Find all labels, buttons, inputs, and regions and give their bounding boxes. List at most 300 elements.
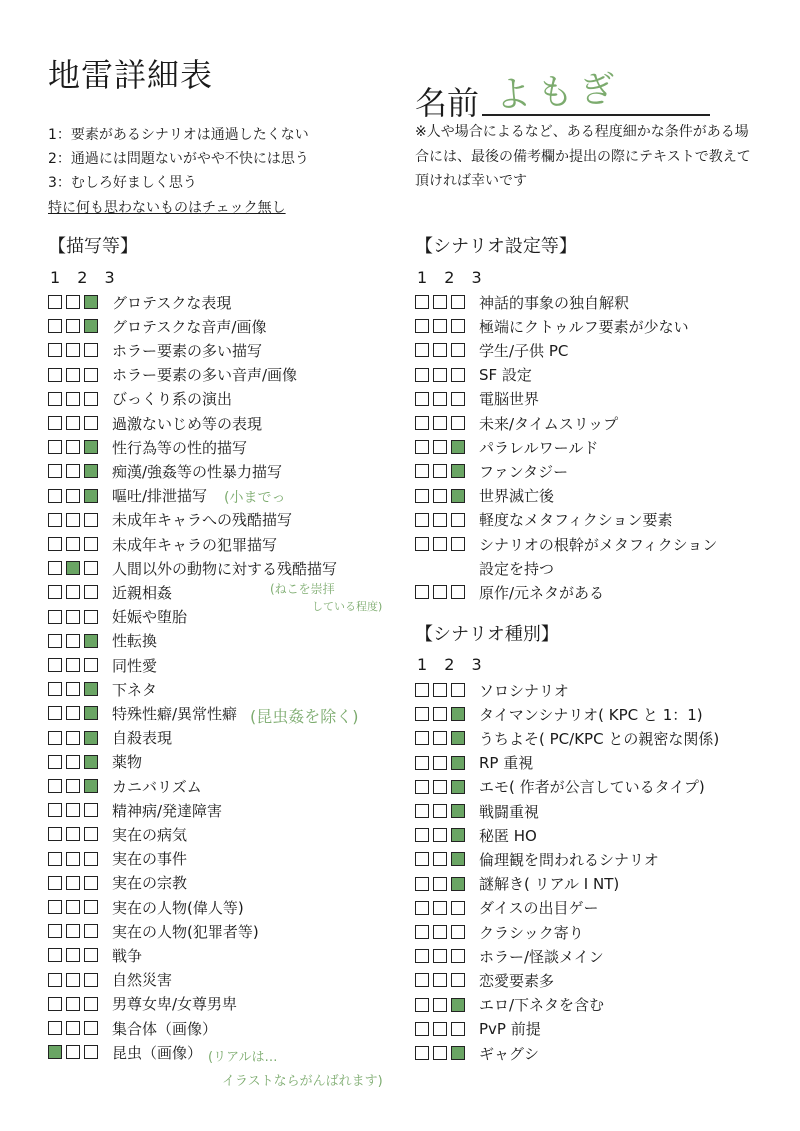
item-label: 神話的事象の独自解釈 [479,293,630,312]
checkbox-1[interactable] [415,1046,429,1060]
checkbox-group [48,973,112,987]
checkbox-group [415,440,479,454]
checkbox-2[interactable] [433,1046,447,1060]
checklist-row [415,314,689,338]
checklist-row [415,920,584,944]
checklist-row [48,774,202,798]
checkbox-2[interactable] [433,1022,447,1036]
checkbox-2[interactable] [66,610,80,624]
checkbox-1[interactable] [48,392,62,406]
checkbox-2[interactable] [66,682,80,696]
checkbox-group [415,295,479,309]
checkbox-group [415,537,479,551]
checklist-row [48,1016,217,1040]
checkbox-1[interactable] [415,368,429,382]
checkbox-3[interactable] [84,852,98,866]
checkbox-group [48,900,112,914]
checkbox-1[interactable] [415,949,429,963]
checkbox-2[interactable] [433,707,447,721]
checkbox-3[interactable] [84,392,98,406]
item-label: ホラー要素の多い音声/画像 [112,366,298,385]
checkbox-3[interactable] [451,489,465,503]
checkbox-2[interactable] [66,368,80,382]
handwritten-note-animals-2: している程度) [312,600,383,613]
checkbox-1[interactable] [48,827,62,841]
checkbox-2[interactable] [66,634,80,648]
checkbox-2[interactable] [433,852,447,866]
checkbox-3[interactable] [84,561,98,575]
checkbox-group [415,998,479,1012]
checkbox-2[interactable] [66,803,80,817]
checklist-row [415,896,599,920]
checkbox-2[interactable] [433,731,447,745]
checkbox-2[interactable] [433,368,447,382]
checkbox-1[interactable] [415,683,429,697]
checkbox-3[interactable] [84,319,98,333]
checkbox-group [415,780,479,794]
item-label: 未成年キャラの犯罪描写 [112,535,278,554]
checkbox-1[interactable] [415,804,429,818]
checkbox-1[interactable] [415,756,429,770]
checkbox-group [48,1021,112,1035]
checkbox-2[interactable] [433,319,447,333]
checkbox-2[interactable] [66,392,80,406]
checkbox-1[interactable] [48,561,62,575]
checkbox-2[interactable] [433,877,447,891]
checkbox-2[interactable] [66,779,80,793]
checkbox-3[interactable] [84,876,98,890]
checkbox-3[interactable] [84,489,98,503]
checkbox-3[interactable] [451,392,465,406]
checkbox-1[interactable] [48,900,62,914]
checkbox-2[interactable] [433,828,447,842]
checkbox-3[interactable] [84,997,98,1011]
checkbox-2[interactable] [66,948,80,962]
item-label: うちよそ( PC/KPC との親密な関係) [479,729,720,748]
name-label: 名前 [415,84,480,122]
checkbox-3[interactable] [84,731,98,745]
checkbox-2[interactable] [66,561,80,575]
checkbox-2[interactable] [433,537,447,551]
item-label: RP 重視 [479,754,534,773]
checklist-row [48,387,232,411]
checkbox-3[interactable] [84,973,98,987]
checkbox-3[interactable] [84,1045,98,1059]
checkbox-3[interactable] [84,343,98,357]
item-label: 軽度なメタフィクション要素 [479,511,673,530]
item-label: 戦争 [112,946,143,965]
checkbox-group [415,464,479,478]
checklist-row [48,919,259,943]
checklist-row [48,435,247,459]
checkbox-1[interactable] [415,877,429,891]
checklist-row [415,726,719,750]
checkbox-3[interactable] [84,585,98,599]
checkbox-1[interactable] [48,1021,62,1035]
checkbox-group [415,973,479,987]
item-label: 極端にクトゥルフ要素が少ない [479,317,689,336]
checkbox-3[interactable] [84,610,98,624]
checklist-row [48,605,187,629]
checkbox-1[interactable] [48,440,62,454]
checkbox-group [48,997,112,1011]
checklist-row [48,895,244,919]
checkbox-1[interactable] [48,489,62,503]
checklist-row [48,459,282,483]
item-label: カニバリズム [112,777,202,796]
checkbox-3[interactable] [84,948,98,962]
checkbox-3[interactable] [451,585,465,599]
checkbox-2[interactable] [433,949,447,963]
item-label: 恋愛要素多 [479,971,555,990]
checkbox-2[interactable] [66,706,80,720]
checkbox-2[interactable] [66,440,80,454]
checkbox-group [415,1046,479,1060]
checkbox-1[interactable] [415,973,429,987]
checkbox-1[interactable] [48,924,62,938]
item-label: 痴漢/強姦等の性暴力描写 [112,462,283,481]
checklist-row [48,871,187,895]
checkbox-3[interactable] [451,295,465,309]
checkbox-group [48,416,112,430]
checkbox-3[interactable] [84,658,98,672]
item-label: 自然災害 [112,971,173,990]
checkbox-2[interactable] [66,585,80,599]
checkbox-1[interactable] [415,901,429,915]
checkbox-2[interactable] [433,489,447,503]
checklist-row [415,580,604,604]
checkbox-1[interactable] [415,295,429,309]
checkbox-2[interactable] [433,756,447,770]
checklist-row [415,290,629,314]
checkbox-1[interactable] [48,585,62,599]
checkbox-group [48,343,112,357]
checkbox-2[interactable] [433,343,447,357]
checkbox-3[interactable] [84,924,98,938]
checkbox-1[interactable] [48,803,62,817]
item-label: SF 設定 [479,366,532,385]
checkbox-2[interactable] [433,585,447,599]
checkbox-1[interactable] [48,464,62,478]
page-title: 地雷詳細表 [48,56,214,94]
item-label: タイマンシナリオ( KPC と 1：1) [479,705,703,724]
checkbox-1[interactable] [415,852,429,866]
checkbox-1[interactable] [48,682,62,696]
checkbox-1[interactable] [48,755,62,769]
checkbox-1[interactable] [415,319,429,333]
handwritten-note-insects-1: (リアルは… [208,1050,278,1065]
checkbox-1[interactable] [48,779,62,793]
item-label: 謎解き( リアル I NT) [479,875,620,894]
checkbox-2[interactable] [433,392,447,406]
checkbox-group [48,731,112,745]
checklist-row [48,653,157,677]
checkbox-1[interactable] [48,368,62,382]
name-value-handwritten[interactable]: よもぎ [494,68,623,117]
checkbox-1[interactable] [415,537,429,551]
checkbox-group [48,924,112,938]
checklist-row [48,726,172,750]
checkbox-1[interactable] [48,513,62,527]
checkbox-2[interactable] [66,464,80,478]
checkbox-3[interactable] [84,368,98,382]
item-label: 電脳世界 [479,390,540,409]
checkbox-2[interactable] [433,513,447,527]
checkbox-3[interactable] [451,949,465,963]
checkbox-2[interactable] [433,683,447,697]
checkbox-3[interactable] [451,804,465,818]
handwritten-note-insects-2: イラストならがんばれます) [222,1074,383,1089]
checkbox-2[interactable] [433,464,447,478]
item-label: 嘔吐/排泄描写 [112,487,208,506]
checkbox-3[interactable] [451,1022,465,1036]
checkbox-2[interactable] [66,416,80,430]
checklist-row [48,701,237,725]
checklist-row [48,798,222,822]
checkbox-3[interactable] [451,440,465,454]
item-label: 妊娠や堕胎 [112,608,188,627]
checkbox-1[interactable] [48,997,62,1011]
checkbox-1[interactable] [415,925,429,939]
checkbox-1[interactable] [48,731,62,745]
legend-no-check: 特に何も思わないものはチェック無し [48,200,286,216]
checkbox-3[interactable] [84,900,98,914]
checkbox-2[interactable] [66,924,80,938]
checkbox-group [48,464,112,478]
item-label: 昆虫（画像） [112,1043,203,1062]
checkbox-2[interactable] [66,852,80,866]
checklist-row [415,459,568,483]
checkbox-3[interactable] [451,683,465,697]
checkbox-2[interactable] [66,1021,80,1035]
checkbox-3[interactable] [84,634,98,648]
checkbox-1[interactable] [48,1045,62,1059]
item-label: 実在の宗教 [112,874,188,893]
checkbox-1[interactable] [48,852,62,866]
checkbox-3[interactable] [84,706,98,720]
checkbox-3[interactable] [84,295,98,309]
item-label: エロ/下ネタを含む [479,996,605,1015]
checklist-row [415,532,717,556]
checkbox-1[interactable] [415,464,429,478]
item-label: 倫理観を問われるシナリオ [479,850,659,869]
checkbox-2[interactable] [66,513,80,527]
checkbox-3[interactable] [451,537,465,551]
checkbox-group [415,901,479,915]
checkbox-2[interactable] [66,973,80,987]
item-label: 未成年キャラへの残酷描写 [112,511,293,530]
checkbox-2[interactable] [66,1045,80,1059]
checkbox-group [48,948,112,962]
checkbox-group [415,343,479,357]
checkbox-1[interactable] [415,513,429,527]
checkbox-3[interactable] [84,440,98,454]
scenario-settings-heading: 【シナリオ設定等】 [415,236,577,257]
checkbox-1[interactable] [48,658,62,672]
checkbox-2[interactable] [433,440,447,454]
checkbox-group [48,610,112,624]
checkbox-3[interactable] [451,319,465,333]
checkbox-3[interactable] [451,877,465,891]
item-label: 秘匿 HO [479,826,537,845]
checklist-row [415,435,598,459]
checkbox-2[interactable] [66,997,80,1011]
checkbox-2[interactable] [433,901,447,915]
checkbox-group [48,876,112,890]
checkbox-1[interactable] [48,295,62,309]
checkbox-2[interactable] [66,319,80,333]
checkbox-3[interactable] [84,682,98,696]
checkbox-1[interactable] [48,876,62,890]
item-label: 男尊女卑/女尊男卑 [112,995,238,1014]
handwritten-note-vomit: (小までっ [224,490,286,506]
checkbox-1[interactable] [48,319,62,333]
checklist-row [415,363,532,387]
checkbox-2[interactable] [66,295,80,309]
checkbox-1[interactable] [48,973,62,987]
checkbox-1[interactable] [415,731,429,745]
item-label: びっくり系の演出 [112,390,233,409]
checkbox-group [48,513,112,527]
checkbox-3[interactable] [451,513,465,527]
checkbox-1[interactable] [415,392,429,406]
item-label: ダイスの出目ゲー [479,899,599,918]
checkbox-2[interactable] [433,295,447,309]
item-label: 性行為等の性的描写 [112,438,248,457]
checkbox-3[interactable] [451,464,465,478]
item-label: グロテスクな表現 [112,293,232,312]
checklist-row-continuation [479,556,554,580]
checkbox-group [48,392,112,406]
item-label: ギャグシ [479,1044,540,1063]
checkbox-group [415,828,479,842]
checkbox-group [415,368,479,382]
checkbox-3[interactable] [451,998,465,1012]
checkbox-2[interactable] [66,537,80,551]
checkbox-3[interactable] [84,513,98,527]
checklist-row [48,943,142,967]
checkbox-2[interactable] [66,755,80,769]
checkbox-2[interactable] [433,804,447,818]
checklist-row [415,751,533,775]
checkbox-3[interactable] [451,731,465,745]
scenario-settings-column-numbers: 1 2 3 [417,268,488,287]
checkbox-3[interactable] [84,803,98,817]
checkbox-2[interactable] [433,998,447,1012]
checkbox-1[interactable] [415,489,429,503]
legend-2: 2：通過には問題ないがやや不快には思う [48,151,309,167]
checklist-row [48,629,157,653]
checkbox-group [415,707,479,721]
item-label: 原作/元ネタがある [479,583,605,602]
checkbox-2[interactable] [433,780,447,794]
checkbox-1[interactable] [415,828,429,842]
checklist-row [415,993,604,1017]
checkbox-3[interactable] [84,464,98,478]
checkbox-1[interactable] [48,343,62,357]
checklist-row [415,338,568,362]
checkbox-2[interactable] [66,827,80,841]
checklist-row [48,363,297,387]
checkbox-3[interactable] [84,755,98,769]
checkbox-1[interactable] [415,998,429,1012]
checkbox-3[interactable] [451,1046,465,1060]
checkbox-group [415,1022,479,1036]
checkbox-3[interactable] [451,925,465,939]
checkbox-3[interactable] [451,343,465,357]
checklist-row [415,411,618,435]
checkbox-1[interactable] [48,416,62,430]
checkbox-1[interactable] [48,537,62,551]
checkbox-1[interactable] [415,440,429,454]
item-label: クラシック寄り [479,923,584,942]
checkbox-1[interactable] [48,948,62,962]
checkbox-2[interactable] [433,925,447,939]
checkbox-group [48,295,112,309]
checkbox-3[interactable] [84,827,98,841]
checkbox-2[interactable] [66,343,80,357]
checkbox-2[interactable] [66,731,80,745]
checkbox-1[interactable] [415,780,429,794]
checkbox-1[interactable] [48,706,62,720]
checkbox-group [48,561,112,575]
checkbox-3[interactable] [84,1021,98,1035]
checkbox-3[interactable] [84,416,98,430]
checkbox-3[interactable] [451,973,465,987]
checkbox-2[interactable] [66,900,80,914]
checkbox-2[interactable] [66,876,80,890]
checkbox-1[interactable] [48,610,62,624]
checkbox-1[interactable] [415,707,429,721]
checkbox-3[interactable] [451,780,465,794]
item-label: 薬物 [112,753,143,772]
checkbox-1[interactable] [415,343,429,357]
checkbox-3[interactable] [451,416,465,430]
checkbox-1[interactable] [48,634,62,648]
item-label: エモ( 作者が公言しているタイプ) [479,778,705,797]
item-label: 戦闘重視 [479,802,540,821]
checkbox-3[interactable] [451,828,465,842]
checkbox-group [415,731,479,745]
checklist-row [48,556,337,580]
checkbox-2[interactable] [433,973,447,987]
checkbox-3[interactable] [451,901,465,915]
checkbox-3[interactable] [451,368,465,382]
checklist-row [415,775,705,799]
checkbox-2[interactable] [433,416,447,430]
checkbox-3[interactable] [451,707,465,721]
checkbox-group [48,1045,112,1059]
checkbox-3[interactable] [84,537,98,551]
checkbox-1[interactable] [415,1022,429,1036]
checkbox-2[interactable] [66,658,80,672]
checkbox-1[interactable] [415,416,429,430]
checkbox-group [415,756,479,770]
checkbox-3[interactable] [451,852,465,866]
checkbox-1[interactable] [415,585,429,599]
checkbox-group [48,755,112,769]
item-label: 人間以外の動物に対する残酷描写 [112,559,338,578]
checkbox-2[interactable] [66,489,80,503]
checklist-row [48,992,237,1016]
checkbox-3[interactable] [451,756,465,770]
item-label: 下ネタ [112,680,158,699]
checkbox-group [415,804,479,818]
checklist-row [415,508,673,532]
item-label: ホラー要素の多い描写 [112,341,263,360]
checkbox-group [48,682,112,696]
checkbox-3[interactable] [84,779,98,793]
